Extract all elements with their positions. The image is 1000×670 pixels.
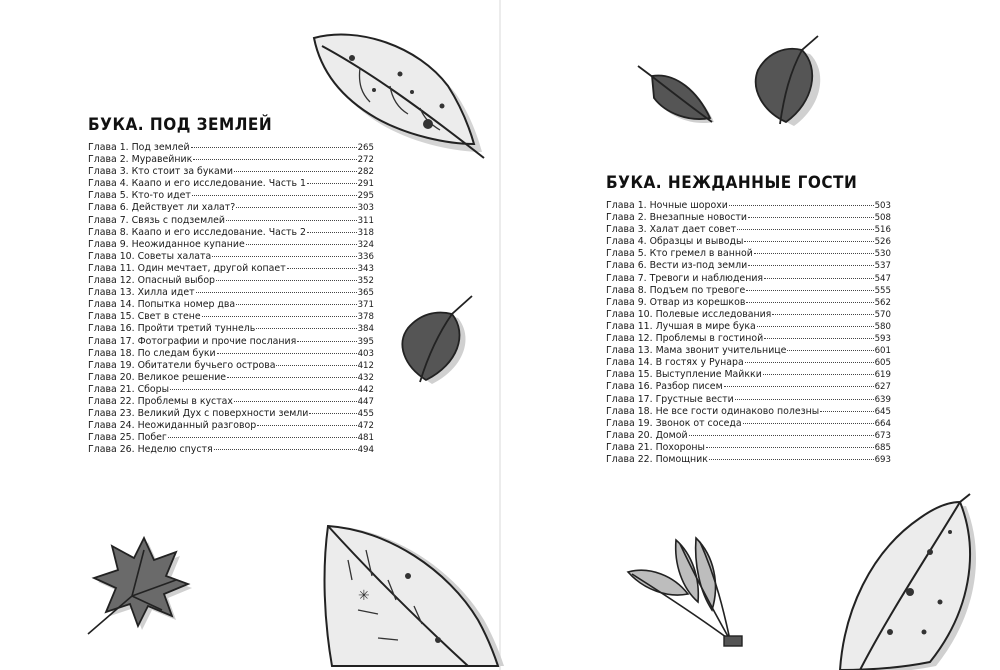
toc-entry — [88, 323, 374, 335]
toc-entry — [88, 239, 374, 251]
toc-dot-leader — [746, 290, 873, 291]
dark-leaf-icon — [740, 32, 830, 132]
toc-entry — [606, 212, 891, 224]
toc-entry-page: 403 — [357, 348, 374, 359]
toc-dot-leader — [196, 292, 357, 293]
toc-entry-page: 530 — [874, 249, 891, 260]
toc-left-title: БУКА. ПОД ЗЕМЛЕЙ — [88, 115, 273, 135]
toc-dot-leader — [820, 411, 873, 412]
toc-dot-leader — [256, 328, 356, 329]
toc-dot-leader — [706, 447, 874, 448]
toc-entry-title: Глава 18. По следам буки — [88, 347, 216, 359]
toc-entry — [606, 236, 891, 248]
toc-entry-title: Глава 11. Лучшая в мире бука — [606, 320, 756, 332]
toc-dot-leader — [214, 449, 357, 450]
toc-entry — [88, 348, 374, 360]
toc-entry-page: 547 — [874, 273, 891, 284]
toc-dot-leader — [309, 413, 356, 414]
toc-entry — [88, 408, 374, 420]
toc-entry — [88, 287, 374, 299]
toc-entry — [606, 406, 891, 418]
toc-entry — [88, 263, 374, 275]
toc-entry-title: Глава 16. Разбор писем — [606, 381, 723, 393]
toc-dot-leader — [709, 459, 874, 460]
toc-entry-page: 447 — [357, 396, 374, 407]
toc-entry-title: Глава 18. Не все гости одинаково полезны — [606, 405, 820, 417]
toc-entry-page: 693 — [874, 454, 891, 465]
toc-entry-title: Глава 10. Советы халата — [88, 250, 212, 262]
toc-entry — [606, 321, 891, 333]
toc-dot-leader — [297, 341, 356, 342]
toc-dot-leader — [234, 171, 357, 172]
toc-entry-title: Глава 23. Великий Дух с поверхности земли — [88, 408, 309, 420]
toc-left-list — [88, 142, 374, 456]
toc-entry-page: 265 — [357, 143, 374, 153]
toc-dot-leader — [257, 425, 356, 426]
toc-entry-page: 593 — [874, 334, 891, 345]
toc-entry-title: Глава 21. Сборы — [88, 383, 170, 395]
toc-entry-title: Глава 8. Каапо и его исследование. Часть 2 — [88, 226, 306, 238]
toc-entry — [606, 248, 891, 260]
toc-dot-leader — [192, 195, 357, 196]
toc-dot-leader — [212, 256, 356, 257]
toc-entry-title: Глава 7. Тревоги и наблюдения — [606, 272, 764, 284]
toc-entry — [88, 336, 374, 348]
toc-entry-title: Глава 4. Образцы и выводы — [606, 236, 744, 248]
toc-entry — [606, 224, 891, 236]
toc-entry-title: Глава 6. Вести из-под земли — [606, 260, 748, 272]
dark-leaf-icon — [392, 290, 482, 390]
toc-entry-page: 303 — [357, 203, 374, 214]
toc-entry — [606, 454, 891, 466]
toc-dot-leader — [307, 183, 357, 184]
toc-entry-title: Глава 13. Хилла идет — [88, 287, 195, 299]
toc-entry-title: Глава 8. Подъем по тревоге — [606, 284, 746, 296]
toc-entry — [88, 420, 374, 432]
toc-entry-page: 324 — [357, 239, 374, 250]
toc-entry — [606, 297, 891, 309]
toc-entry — [606, 381, 891, 393]
toc-entry-title: Глава 14. В гостях у Рунара — [606, 357, 744, 369]
toc-entry-page: 645 — [874, 406, 891, 417]
toc-entry-title: Глава 17. Грустные вести — [606, 393, 734, 405]
toc-entry-title: Глава 2. Внезапные новости — [606, 212, 747, 224]
toc-entry — [88, 251, 374, 263]
dark-leaf-icon — [636, 62, 726, 132]
toc-entry-title: Глава 3. Кто стоит за буками — [88, 166, 233, 178]
toc-entry — [606, 200, 891, 212]
toc-entry-page: 673 — [874, 430, 891, 441]
toc-entry-title: Глава 19. Звонок от соседа — [606, 417, 742, 429]
toc-entry-title: Глава 3. Халат дает совет — [606, 224, 737, 236]
toc-dot-leader — [735, 399, 874, 400]
toc-entry-page: 664 — [874, 418, 891, 429]
leaf-icon — [300, 28, 490, 160]
toc-entry-page: 318 — [357, 227, 374, 238]
toc-entry-title: Глава 10. Полевые исследования — [606, 308, 772, 320]
toc-entry-title: Глава 20. Домой — [606, 429, 688, 441]
toc-entry — [88, 396, 374, 408]
toc-dot-leader — [168, 437, 357, 438]
toc-dot-leader — [287, 268, 357, 269]
toc-entry-page: 570 — [874, 309, 891, 320]
toc-entry-title: Глава 22. Проблемы в кустах — [88, 395, 233, 407]
toc-entry-page: 627 — [874, 382, 891, 393]
toc-entry-page: 619 — [874, 370, 891, 381]
toc-entry-title: Глава 1. Под землей — [88, 142, 190, 153]
toc-entry-page: 371 — [357, 300, 374, 311]
toc-entry-title: Глава 5. Кто гремел в ванной — [606, 248, 753, 260]
toc-dot-leader — [236, 304, 356, 305]
toc-entry-title: Глава 1. Ночные шорохи — [606, 200, 728, 211]
toc-entry-title: Глава 9. Неожиданное купание — [88, 238, 245, 250]
toc-entry — [88, 227, 374, 239]
toc-dot-leader — [689, 435, 874, 436]
toc-entry-page: 442 — [357, 384, 374, 395]
toc-entry — [88, 190, 374, 202]
toc-entry — [606, 260, 891, 272]
toc-dot-leader — [729, 205, 874, 206]
toc-entry-title: Глава 15. Свет в стене — [88, 311, 201, 323]
toc-entry-page: 412 — [357, 360, 374, 371]
toc-entry-page: 605 — [874, 358, 891, 369]
toc-entry-page: 352 — [357, 276, 374, 287]
toc-dot-leader — [227, 377, 357, 378]
toc-dot-leader — [746, 302, 873, 303]
svg-text:✳: ✳ — [358, 588, 370, 604]
toc-dot-leader — [787, 350, 873, 351]
leaf-icon — [318, 520, 518, 670]
toc-entry-page: 378 — [357, 312, 374, 323]
toc-entry-page: 343 — [357, 263, 374, 274]
toc-entry-page: 555 — [874, 285, 891, 296]
toc-entry — [606, 418, 891, 430]
toc-entry — [606, 369, 891, 381]
toc-entry — [88, 311, 374, 323]
toc-entry-page: 494 — [357, 445, 374, 456]
toc-entry-page: 455 — [357, 409, 374, 420]
toc-entry-page: 537 — [874, 261, 891, 272]
toc-entry-title: Глава 7. Связь с подземлей — [88, 214, 225, 226]
toc-entry — [606, 442, 891, 454]
toc-dot-leader — [202, 316, 357, 317]
toc-entry-page: 516 — [874, 225, 891, 236]
toc-dot-leader — [724, 386, 874, 387]
toc-entry — [606, 309, 891, 321]
toc-entry-page: 272 — [357, 155, 374, 166]
toc-entry — [606, 285, 891, 297]
toc-entry-page: 336 — [357, 251, 374, 262]
toc-right-list — [606, 200, 891, 466]
toc-entry — [88, 299, 374, 311]
toc-entry-page: 481 — [357, 433, 374, 444]
toc-entry-page: 503 — [874, 201, 891, 211]
sprig-icon — [620, 528, 760, 658]
toc-dot-leader — [772, 314, 873, 315]
toc-entry — [606, 273, 891, 285]
toc-dot-leader — [764, 338, 873, 339]
toc-entry — [88, 372, 374, 384]
toc-dot-leader — [246, 244, 357, 245]
toc-entry-page: 639 — [874, 394, 891, 405]
toc-entry-title: Глава 26. Неделю спустя — [88, 444, 213, 456]
toc-entry-title: Глава 2. Муравейник — [88, 154, 193, 166]
toc-entry-page: 508 — [874, 213, 891, 224]
toc-entry — [88, 384, 374, 396]
toc-entry-page: 384 — [357, 324, 374, 335]
toc-entry-title: Глава 16. Пройти третий туннель — [88, 323, 256, 335]
toc-entry-title: Глава 17. Фотографии и прочие послания — [88, 335, 297, 347]
toc-dot-leader — [744, 241, 873, 242]
toc-dot-leader — [217, 353, 357, 354]
toc-entry-page: 395 — [357, 336, 374, 347]
toc-entry-title: Глава 9. Отвар из корешков — [606, 296, 746, 308]
toc-entry — [88, 275, 374, 287]
toc-entry-title: Глава 22. Помощник — [606, 453, 708, 465]
toc-entry-page: 580 — [874, 321, 891, 332]
toc-entry-title: Глава 19. Обитатели бучьего острова — [88, 359, 276, 371]
toc-dot-leader — [226, 220, 357, 221]
toc-entry-page: 311 — [357, 215, 374, 226]
toc-entry-title: Глава 25. Побег — [88, 432, 167, 444]
toc-entry-title: Глава 15. Выступление Майкки — [606, 369, 762, 381]
toc-entry-page: 472 — [357, 421, 374, 432]
toc-entry — [606, 430, 891, 442]
toc-entry-page: 526 — [874, 237, 891, 248]
toc-entry — [88, 215, 374, 227]
toc-entry-title: Глава 21. Похороны — [606, 441, 705, 453]
toc-dot-leader — [745, 362, 874, 363]
toc-entry-title: Глава 13. Мама звонит учительнице — [606, 345, 787, 357]
toc-entry-page: 295 — [357, 191, 374, 202]
toc-dot-leader — [754, 253, 874, 254]
toc-entry-title: Глава 14. Попытка номер два — [88, 299, 236, 311]
maple-leaf-icon — [84, 530, 194, 640]
toc-entry — [88, 178, 374, 190]
toc-entry — [606, 345, 891, 357]
toc-dot-leader — [236, 207, 356, 208]
toc-left-page — [88, 115, 374, 456]
toc-entry-title: Глава 5. Кто-то идет — [88, 190, 191, 202]
leaf-icon — [830, 492, 1000, 670]
toc-entry-title: Глава 11. Один мечтает, другой копает — [88, 262, 286, 274]
toc-entry — [88, 360, 374, 372]
toc-dot-leader — [757, 326, 874, 327]
toc-entry — [88, 432, 374, 444]
toc-right-page — [606, 173, 891, 466]
toc-dot-leader — [170, 389, 357, 390]
toc-dot-leader — [307, 232, 357, 233]
toc-entry-title: Глава 6. Действует ли халат? — [88, 202, 236, 214]
toc-entry — [88, 202, 374, 214]
toc-entry-title: Глава 20. Великое решение — [88, 371, 227, 383]
toc-dot-leader — [764, 278, 874, 279]
toc-dot-leader — [276, 365, 356, 366]
toc-entry — [606, 394, 891, 406]
toc-right-title: БУКА. НЕЖДАННЫЕ ГОСТИ — [606, 173, 858, 193]
toc-dot-leader — [216, 280, 357, 281]
toc-entry — [88, 444, 374, 456]
toc-entry — [606, 333, 891, 345]
toc-entry-title: Глава 12. Проблемы в гостиной — [606, 333, 764, 345]
toc-entry — [88, 166, 374, 178]
toc-entry-page: 432 — [357, 372, 374, 383]
toc-dot-leader — [743, 423, 874, 424]
toc-entry-page: 562 — [874, 297, 891, 308]
toc-entry-page: 291 — [357, 179, 374, 190]
toc-entry-page: 282 — [357, 167, 374, 178]
toc-entry-title: Глава 24. Неожиданный разговор — [88, 420, 257, 432]
toc-entry-page: 601 — [874, 346, 891, 357]
toc-entry-page: 365 — [357, 288, 374, 299]
toc-dot-leader — [737, 229, 874, 230]
toc-entry-title: Глава 4. Каапо и его исследование. Часть 1 — [88, 178, 306, 190]
toc-dot-leader — [763, 374, 874, 375]
toc-dot-leader — [748, 265, 873, 266]
toc-dot-leader — [234, 401, 357, 402]
toc-entry-page: 685 — [874, 442, 891, 453]
toc-entry — [606, 357, 891, 369]
toc-entry-title: Глава 12. Опасный выбор — [88, 275, 216, 287]
toc-dot-leader — [748, 217, 874, 218]
